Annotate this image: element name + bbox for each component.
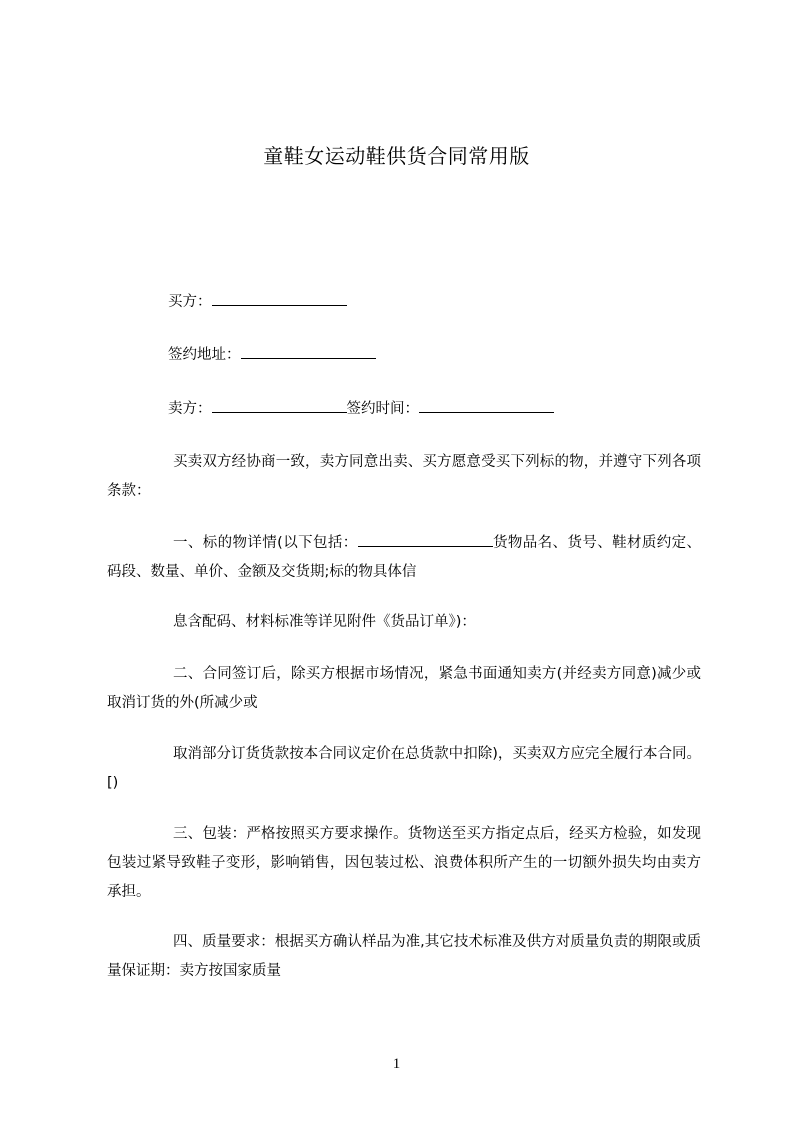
clause-2-part-2: 取消部分订货货款按本合同议定价在总货款中扣除)，买卖双方应完全履行本合同。[) (107, 746, 701, 791)
place-field (168, 344, 376, 365)
clause-1-part-1 (107, 529, 701, 587)
page-number: 1 (392, 1056, 401, 1072)
seller-label: 卖方： (168, 401, 212, 417)
buyer-field (168, 291, 347, 312)
clause-1-text-b: 货物品名、货号、鞋材质约定、码段、数量、单价、金额及交货期;标的物具体信 (107, 535, 702, 580)
place-label: 签约地址： (168, 347, 241, 363)
place-blank (241, 344, 376, 359)
clause-1-part-2: 息含配码、材料标准等详见附件《货品订单》)： (173, 614, 476, 630)
clause-2-part-1: 二、合同签订后，除买方根据市场情况，紧急书面通知卖方(并经卖方同意)减少或取消订货的外(所减少或 (107, 666, 701, 711)
time-blank (419, 398, 554, 413)
intro-paragraph: 买卖双方经协商一致，卖方同意出卖、买方愿意受买下列标的物，并遵守下列各项条款： (107, 454, 701, 499)
buyer-label: 买方： (168, 294, 212, 310)
clause-3: 三、包装：严格按照买方要求操作。货物送至买方指定点后，经买方检验，如发现包装过紧导致鞋子变形，影响销售，因包装过松、浪费体积所产生的一切额外损失均由卖方承担。 (107, 826, 701, 900)
seller-time-field (168, 398, 554, 419)
document-title: 童鞋女运动鞋供货合同常用版 (263, 144, 530, 168)
clause-1-blank (358, 532, 493, 547)
clause-1-text-a: 一、标的物详情(以下包括： (173, 535, 358, 551)
time-label: 签约时间： (346, 401, 419, 417)
seller-blank (212, 398, 347, 413)
buyer-blank (212, 291, 347, 306)
clause-4: 四、质量要求：根据买方确认样品为准,其它技术标准及供方对质量负责的期限或质量保证期：卖方按国家质量 (107, 934, 701, 979)
